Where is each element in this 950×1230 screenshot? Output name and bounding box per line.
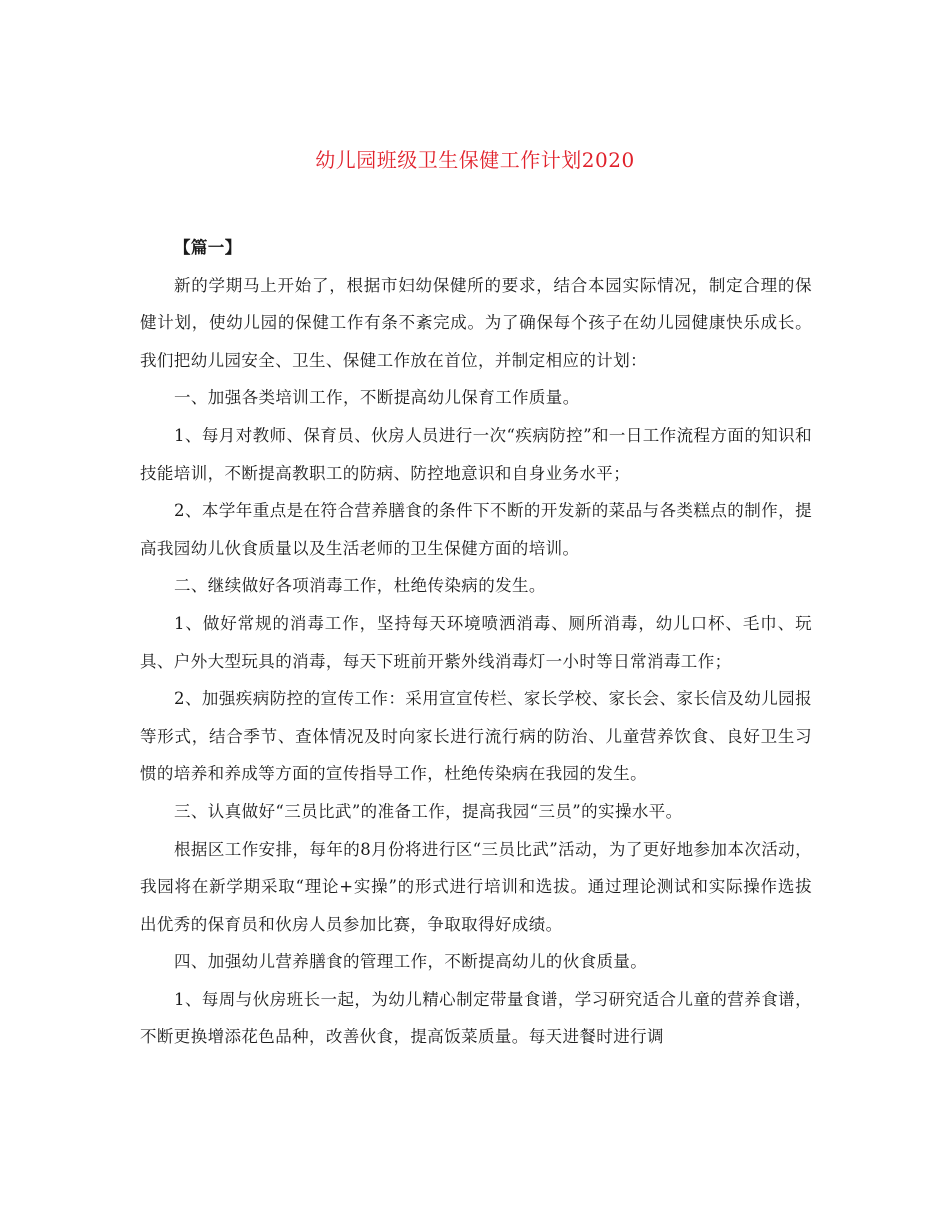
heading-section-2: 二、继续做好各项消毒工作，杜绝传染病的发生。 xyxy=(174,576,546,596)
document-body xyxy=(140,229,812,1056)
paragraph-intro: 新的学期马上开始了，根据市妇幼保健所的要求，结合本园实际情况，制定合理的保健计划，使幼儿园的保健工作有条不紊完成。为了确保每个孩子在幼儿园健康快乐成长。我们把幼儿园安全、卫生、保健工作放在首位，并制定相应的计划： xyxy=(140,275,812,370)
heading-section-3: 三、认真做好“三员比武”的准备工作，提高我园“三员”的实操水平。 xyxy=(174,801,683,821)
paragraph-1-2: 2、本学年重点是在符合营养膳食的条件下不断的开发新的菜品与各类糕点的制作，提高我园幼儿伙食质量以及生活老师的卫生保健方面的培训。 xyxy=(140,501,812,558)
paragraph-4-1: 1、每周与伙房班长一起，为幼儿精心制定带量食谱，学习研究适合儿童的营养食谱，不断更换增添花色品种，改善伙食，提高饭菜质量。每天进餐时进行调 xyxy=(140,989,812,1047)
document-title: 幼儿园班级卫生保健工作计划2020 xyxy=(315,148,635,172)
paragraph-3-1: 根据区工作安排，每年的8月份将进行区“三员比武”活动，为了更好地参加本次活动，我园将在新学期采取“理论+实操”的形式进行培训和选拔。通过理论测试和实际操作选拔出优秀的保育员和伙房人员参加比赛，争取取得好成绩。 xyxy=(140,839,812,934)
paragraph-2-1: 1、做好常规的消毒工作，坚持每天环境喷洒消毒、厕所消毒，幼儿口杯、毛巾、玩具、户外大型玩具的消毒，每天下班前开紫外线消毒灯一小时等日常消毒工作； xyxy=(140,613,812,671)
paragraph-2-2: 2、加强疾病防控的宣传工作：采用宣宣传栏、家长学校、家长会、家长信及幼儿园报等形式，结合季节、查体情况及时向家长进行流行病的防治、儿童营养饮食、良好卫生习惯的培养和养成等方面的宣传指导工作，杜绝传染病在我园的发生。 xyxy=(140,689,812,784)
section-tag: 【篇一】 xyxy=(174,238,242,257)
paragraph-1-1: 1、每月对教师、保育员、伙房人员进行一次“疾病防控”和一日工作流程方面的知识和技能培训，不断提高教职工的防病、防控地意识和自身业务水平； xyxy=(140,425,812,483)
heading-section-1: 一、加强各类培训工作，不断提高幼儿保育工作质量。 xyxy=(174,388,580,408)
heading-section-4: 四、加强幼儿营养膳食的管理工作，不断提高幼儿的伙食质量。 xyxy=(174,952,648,972)
